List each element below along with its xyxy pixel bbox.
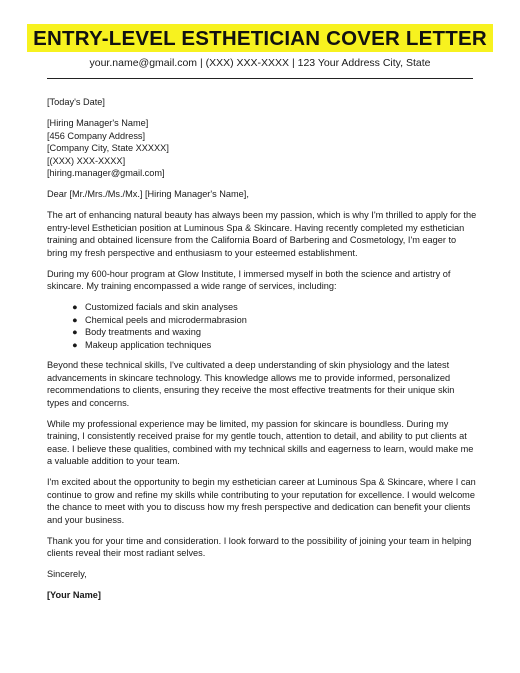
header-divider <box>47 78 473 79</box>
paragraph-experience: While my professional experience may be limited, my passion for skincare is boundless. During my training, I consistently received praise for my gentle touch, attention to detail, and ability to put clients at ease. I believe these qualities, combined with my technical skills and eagerness to learn, would make me a valuable addition to your team. <box>47 418 474 466</box>
services-list <box>47 301 477 351</box>
list-item <box>72 339 477 352</box>
title-wrapper <box>0 24 520 52</box>
list-item-text: Chemical peels and microdermabrasion <box>85 314 247 325</box>
paragraph-knowledge: Beyond these technical skills, I've cultivated a deep understanding of skin physiology and the latest advancements in skincare technology. This knowledge allows me to provide informed, personalized recommendations to clients, ensuring they receive the most effective treatments for their unique skin types and concerns. <box>47 360 455 408</box>
list-item-text: Customized facials and skin analyses <box>85 302 238 312</box>
paragraph-opportunity: I'm excited about the opportunity to begin my esthetician career at Luminous Spa & Skincare, where I can continue to grow and refine my skills while contributing to your reputation for excellence. I would welcome the chance to meet with you to discuss how my fresh perspective and dedication can benefit your clients and your business. <box>47 477 476 525</box>
list-item <box>72 301 477 314</box>
document-title: ENTRY-LEVEL ESTHETICIAN COVER LETTER <box>27 24 493 52</box>
list-item <box>72 314 477 327</box>
recipient-block <box>47 117 477 180</box>
salutation: Dear [Mr./Mrs./Ms./Mx.] [Hiring Manager's Name], <box>47 189 249 199</box>
recipient-city: [Company City, State XXXXX] <box>47 143 169 153</box>
letter-body <box>47 96 477 610</box>
paragraph-intro: The art of enhancing natural beauty has always been my passion, which is why I'm thrilled to apply for the entry-level Esthetician position at Luminous Spa & Skincare. Having recently completed my esthetician training and obtained licensure from the California Board of Barbering and Cosmetology, I'm eager to bring my fresh perspective and enthusiasm to your esteemed establishment. <box>47 210 477 258</box>
closing: Sincerely, <box>47 569 87 579</box>
recipient-phone: [(XXX) XXX-XXXX] <box>47 155 126 166</box>
bullet-icon: ● <box>72 339 78 350</box>
recipient-address: [456 Company Address] <box>47 130 146 141</box>
recipient-email: [hiring.manager@gmail.com] <box>47 168 165 178</box>
list-item-text: Body treatments and waxing <box>85 327 201 337</box>
contact-line: your.name@gmail.com | (XXX) XXX-XXXX | 123 Your Address City, State <box>89 57 431 69</box>
letter-date: [Today's Date] <box>47 97 105 107</box>
bullet-icon: ● <box>72 302 78 312</box>
paragraph-training: During my 600-hour program at Glow Institute, I immersed myself in both the science and artistry of skincare. My training encompassed a wide range of services, including: <box>47 268 451 291</box>
signature: [Your Name] <box>47 590 101 600</box>
bullet-icon: ● <box>72 314 78 325</box>
list-item <box>72 326 477 339</box>
paragraph-thanks: Thank you for your time and consideration. I look forward to the possibility of joining your team in helping clients reveal their most radiant selves. <box>47 535 472 558</box>
list-item-text: Makeup application techniques <box>85 339 212 350</box>
bullet-icon: ● <box>72 327 78 337</box>
recipient-name: [Hiring Manager's Name] <box>47 118 149 128</box>
